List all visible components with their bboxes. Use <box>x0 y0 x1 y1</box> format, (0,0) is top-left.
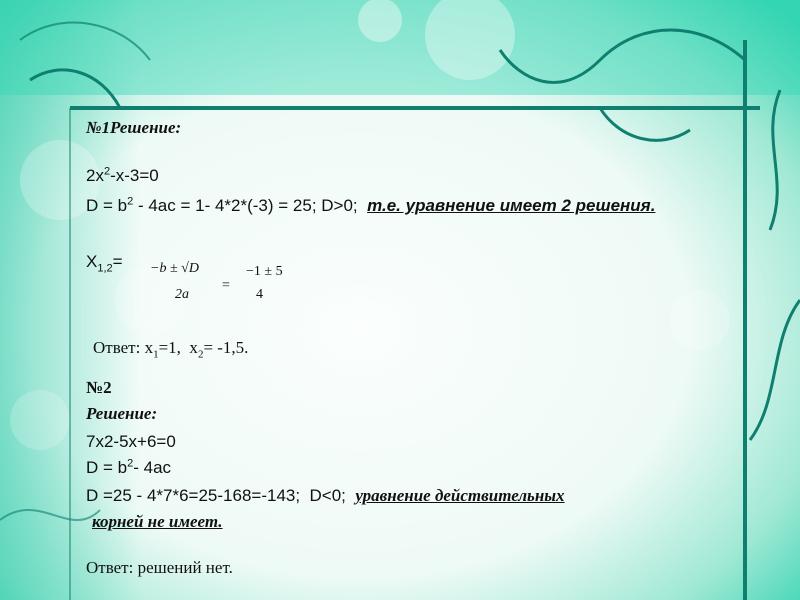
roots-x: X <box>86 252 98 271</box>
disc-note: т.е. уравнение имеет 2 решения. <box>367 196 656 215</box>
problem2-equation: 7x2-5x+6=0 <box>86 432 176 451</box>
problem2-discriminant <box>86 458 171 478</box>
problem2-heading: №2 <box>86 378 112 397</box>
eq-exponent: 2 <box>103 165 111 178</box>
disc-part: D = b <box>86 458 128 477</box>
fraction2-denominator: 4 <box>256 287 263 302</box>
problem2-solution-label: Решение: <box>86 404 158 423</box>
answer-subscript: 1 <box>153 348 159 361</box>
problem1-discriminant <box>86 196 655 216</box>
calc-part: D =25 - 4*7*6=25-168=-143; D<0; <box>86 486 356 505</box>
roots-subscript: 1,2 <box>97 262 113 275</box>
disc-exponent: 2 <box>127 195 134 208</box>
problem1-answer <box>93 338 249 361</box>
fraction1-numerator: −b ± √D <box>150 261 199 276</box>
answer-part: Ответ: x <box>93 338 154 357</box>
problem2-calculation <box>86 486 565 506</box>
disc-part: D = b <box>86 196 128 215</box>
answer-part: =1, x <box>158 338 198 357</box>
problem1-equation <box>86 166 159 186</box>
problem1-heading: №1Решение: <box>86 118 182 137</box>
eq-part: -x-3=0 <box>110 166 159 185</box>
answer-subscript: 2 <box>197 348 204 361</box>
calc-note: уравнение действительных <box>355 486 565 505</box>
answer-part: = -1,5. <box>203 338 249 357</box>
fraction1-denominator: 2a <box>175 287 189 302</box>
fraction2-numerator: −1 ± 5 <box>246 264 283 279</box>
problem2-calc-note-cont: корней не имеет. <box>92 512 223 531</box>
fraction-equals: = <box>222 278 230 293</box>
disc-part: - 4ac <box>133 458 172 477</box>
problem2-answer: Ответ: решений нет. <box>86 558 233 577</box>
roots-eq: = <box>112 252 123 271</box>
disc-part: - 4ac = 1- 4*2*(-3) = 25; D>0; <box>133 196 368 215</box>
problem1-roots-label <box>86 252 123 275</box>
disc-exponent: 2 <box>127 457 134 470</box>
eq-part: 2x <box>86 166 104 185</box>
